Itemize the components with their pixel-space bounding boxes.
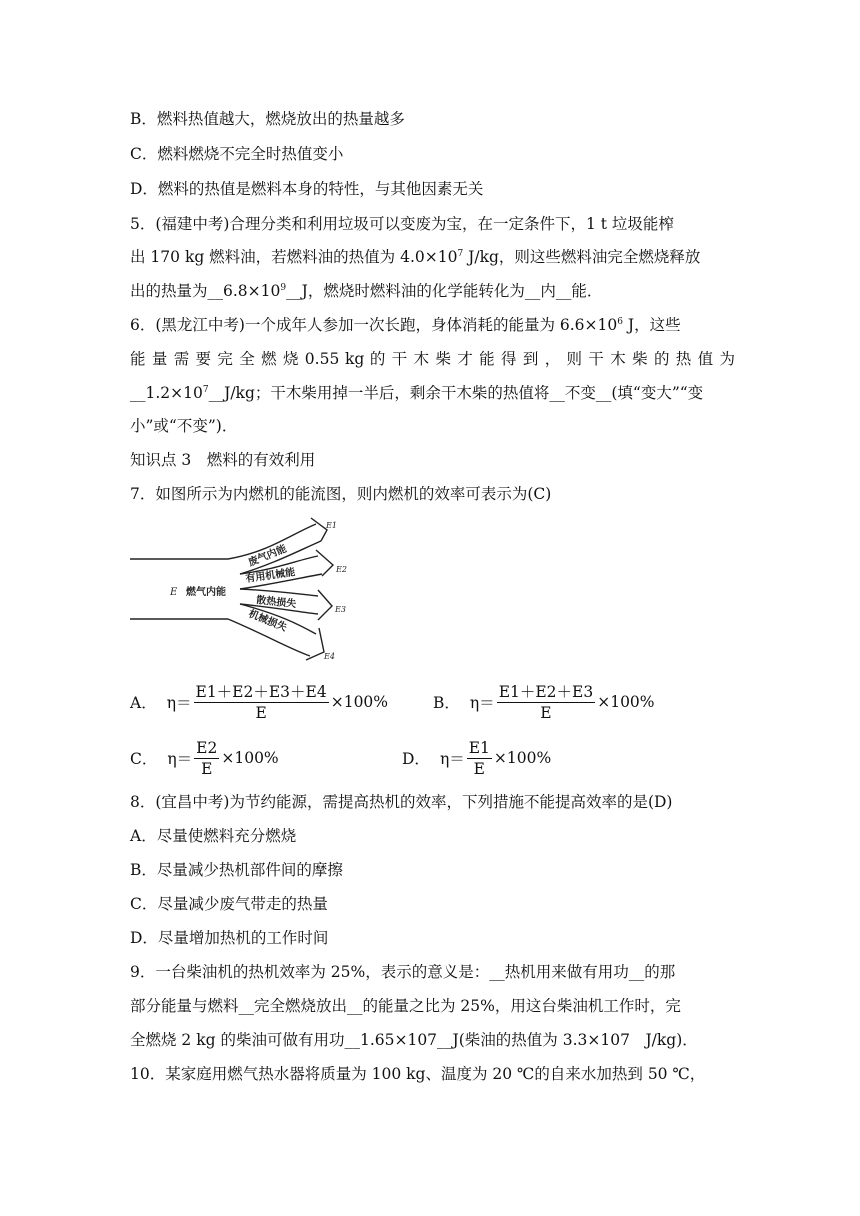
question-8-option-c: C．尽量减少废气带走的热量 xyxy=(130,895,328,913)
branch-2-text: 有用机械能 xyxy=(244,567,296,585)
option-c-text: C．燃料燃烧不完全时热值变小 xyxy=(130,145,344,163)
question-6-line-4: 小”或“不变”)． xyxy=(130,417,238,435)
option-a-prefix: η＝ xyxy=(166,694,192,712)
option-b-text: B．燃料热值越大，燃烧放出的热量越多 xyxy=(130,110,405,128)
q6-exponent: 6 xyxy=(617,316,623,327)
question-6-line-3 xyxy=(130,382,735,404)
branch-2-label: E2 xyxy=(336,565,347,574)
option-d-denominator: E xyxy=(473,759,485,778)
question-9-line-1: 9．一台柴油机的热机效率为 25%，表示的意义是：__热机用来做有用功__的那 xyxy=(130,963,676,981)
source-label: E xyxy=(170,587,178,598)
question-6-line-2: 能 量 需 要 完 全 燃 烧 0.55 kg 的 干 木 柴 才 能 得 到 ， 则 干 木 柴 的 热 值 为 xyxy=(130,350,735,368)
q6-exponent: 7 xyxy=(202,384,209,395)
branch-3-text: 散热损失 xyxy=(255,595,297,611)
question-5-line-3 xyxy=(130,280,735,302)
energy-flow-diagram xyxy=(128,516,360,662)
branch-1-text: 废气内能 xyxy=(247,543,289,569)
option-a-suffix: ×100% xyxy=(330,693,389,711)
q6-text-part: __1.2×10 xyxy=(130,384,203,402)
source-text: 燃气内能 xyxy=(186,587,226,598)
option-d-text: D．燃料的热值是燃料本身的特性，与其他因素无关 xyxy=(130,180,484,198)
q6-text-part: J，这些 xyxy=(622,316,681,334)
q5-exponent: 9 xyxy=(280,282,287,293)
branch-3-upper xyxy=(240,589,318,596)
question-6-line-1 xyxy=(130,314,735,336)
branch-4-text: 机械损失 xyxy=(246,608,289,634)
option-b-prefix: η＝ xyxy=(469,694,495,712)
q6-text-part: __J/kg；干木柴用掉一半后，剩余干木柴的热值将__不变__(填“变大”“变 xyxy=(208,384,704,402)
question-8-text: 8．(宜昌中考)为节约能源，需提高热机的效率，下列措施不能提高效率的是(D) xyxy=(130,793,673,811)
option-c-label: C． xyxy=(130,750,158,768)
q5-text-part: 出 170 kg 燃料油，若燃料油的热值为 4.0×10 xyxy=(130,248,458,266)
question-7-text: 7．如图所示为内燃机的能流图，则内燃机的效率可表示为(C) xyxy=(130,485,552,503)
option-c-suffix: ×100% xyxy=(221,749,279,767)
option-d-label: D． xyxy=(402,750,430,768)
question-10-line-1: 10．某家庭用燃气热水器将质量为 100 kg、温度为 20 ℃的自来水加热到 50 ℃， xyxy=(130,1065,706,1083)
q5-text-part: 出的热量为__6.8×10 xyxy=(130,282,281,300)
option-d xyxy=(402,734,551,782)
option-d-suffix: ×100% xyxy=(493,749,552,767)
question-8-option-a: A．尽量使燃料充分燃烧 xyxy=(130,827,297,845)
option-d-numerator: E1 xyxy=(468,738,490,757)
option-b-denominator: E xyxy=(540,703,552,722)
q6-text-part: 6．(黑龙江中考)一个成年人参加一次长跑，身体消耗的能量为 6.6×10 xyxy=(130,316,618,334)
branch-1-head xyxy=(311,518,327,541)
branch-3-head xyxy=(318,590,332,620)
options-row-ab xyxy=(130,678,735,726)
question-5-line-1: 5．(福建中考)合理分类和利用垃圾可以变废为宝，在一定条件下，1 t 垃圾能榨 xyxy=(130,215,674,233)
branch-3-label: E3 xyxy=(335,605,346,614)
q5-exponent: 7 xyxy=(457,248,464,259)
option-c-denominator: E xyxy=(201,759,213,778)
option-a-fraction xyxy=(194,682,329,723)
option-d-fraction xyxy=(467,738,492,779)
q5-text-part: J/kg，则这些燃料油完全燃烧释放 xyxy=(463,248,701,266)
option-c-numerator: E2 xyxy=(196,738,218,757)
question-8-option-d: D．尽量增加热机的工作时间 xyxy=(130,929,329,947)
options-row-cd xyxy=(130,734,735,782)
option-a-numerator: E1＋E2＋E3＋E4 xyxy=(195,682,327,701)
question-8-option-b: B．尽量减少热机部件间的摩擦 xyxy=(130,861,343,879)
section-heading: 知识点 3 燃料的有效利用 xyxy=(130,451,316,469)
option-c-prefix: η＝ xyxy=(167,750,193,768)
branch-1-label: E1 xyxy=(326,521,337,530)
option-c-fraction xyxy=(194,738,219,779)
option-b-suffix: ×100% xyxy=(597,693,655,711)
option-b-label: B． xyxy=(433,694,460,712)
question-5-line-2 xyxy=(130,246,735,268)
option-a xyxy=(130,678,388,726)
question-9-line-3: 全燃烧 2 kg 的柴油可做有用功__1.65×107__J(柴油的热值为 3.3×107 J/kg)． xyxy=(130,1031,698,1049)
question-9-line-2: 部分能量与燃料__完全燃烧放出__的能量之比为 25%，用这台柴油机工作时，完 xyxy=(130,997,681,1015)
branch-2-head xyxy=(316,550,333,576)
branch-4-label: E4 xyxy=(324,652,335,661)
option-d-prefix: η＝ xyxy=(439,750,465,768)
option-a-label: A． xyxy=(130,694,157,712)
q5-text-part: __J，燃烧时燃料油的化学能转化为__内__能． xyxy=(286,282,603,300)
option-c xyxy=(130,734,279,782)
option-b-fraction xyxy=(497,682,596,723)
option-b xyxy=(433,678,655,726)
option-a-denominator: E xyxy=(255,703,267,722)
option-b-numerator: E1＋E2＋E3 xyxy=(498,682,594,701)
